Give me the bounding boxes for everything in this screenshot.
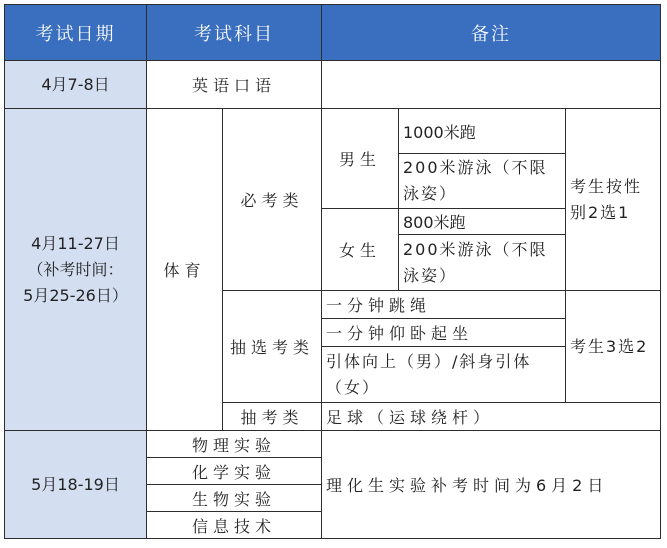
subject-pe: 体育 bbox=[147, 109, 223, 431]
row-lab-physics bbox=[5, 431, 661, 458]
header-notes: 备注 bbox=[322, 5, 661, 61]
date-pe-line2: （补考时间： bbox=[27, 259, 124, 279]
header-exam-date: 考试日期 bbox=[5, 5, 147, 61]
lab-subject-it: 信息技术 bbox=[147, 512, 322, 539]
pe-elective-label: 抽选考类 bbox=[223, 291, 322, 403]
pe-elective-note: 考生3选2 bbox=[566, 291, 661, 403]
header-row bbox=[5, 5, 661, 61]
header-exam-subject: 考试科目 bbox=[147, 5, 322, 61]
date-pe bbox=[5, 109, 147, 431]
pe-male-item2: 200米游泳（不限泳姿） bbox=[399, 154, 566, 209]
notes-oral-english bbox=[322, 61, 661, 109]
lab-notes: 理化生实验补考时间为6月2日 bbox=[322, 431, 661, 539]
date-oral-english: 4月7-8日 bbox=[5, 61, 147, 109]
subject-oral-english: 英语口语 bbox=[147, 61, 322, 109]
pe-elective-item1: 一分钟跳绳 bbox=[322, 291, 566, 319]
exam-schedule-table bbox=[4, 4, 661, 539]
date-lab: 5月18-19日 bbox=[5, 431, 147, 539]
pe-elective-item3: 引体向上（男）/斜身引体（女） bbox=[322, 347, 566, 403]
pe-male-label: 男生 bbox=[322, 109, 399, 209]
lab-subject-biology: 生物实验 bbox=[147, 485, 322, 512]
pe-elective-item2: 一分钟仰卧起坐 bbox=[322, 319, 566, 347]
date-pe-line3: 5月25-26日） bbox=[23, 285, 128, 305]
row-pe-male-run bbox=[5, 109, 661, 154]
pe-required-label: 必考类 bbox=[223, 109, 322, 291]
pe-male-item1: 1000米跑 bbox=[399, 109, 566, 154]
pe-female-item2: 200米游泳（不限泳姿） bbox=[399, 235, 566, 291]
date-pe-line1: 4月11-27日 bbox=[31, 233, 120, 253]
lab-subject-chemistry: 化学实验 bbox=[147, 458, 322, 485]
pe-female-label: 女生 bbox=[322, 209, 399, 291]
pe-draw-item: 足球（运球绕杆） bbox=[322, 403, 661, 431]
lab-subject-physics: 物理实验 bbox=[147, 431, 322, 458]
pe-draw-label: 抽考类 bbox=[223, 403, 322, 431]
pe-female-item1: 800米跑 bbox=[399, 209, 566, 235]
row-oral-english bbox=[5, 61, 661, 109]
pe-required-note: 考生按性别2选1 bbox=[566, 109, 661, 291]
